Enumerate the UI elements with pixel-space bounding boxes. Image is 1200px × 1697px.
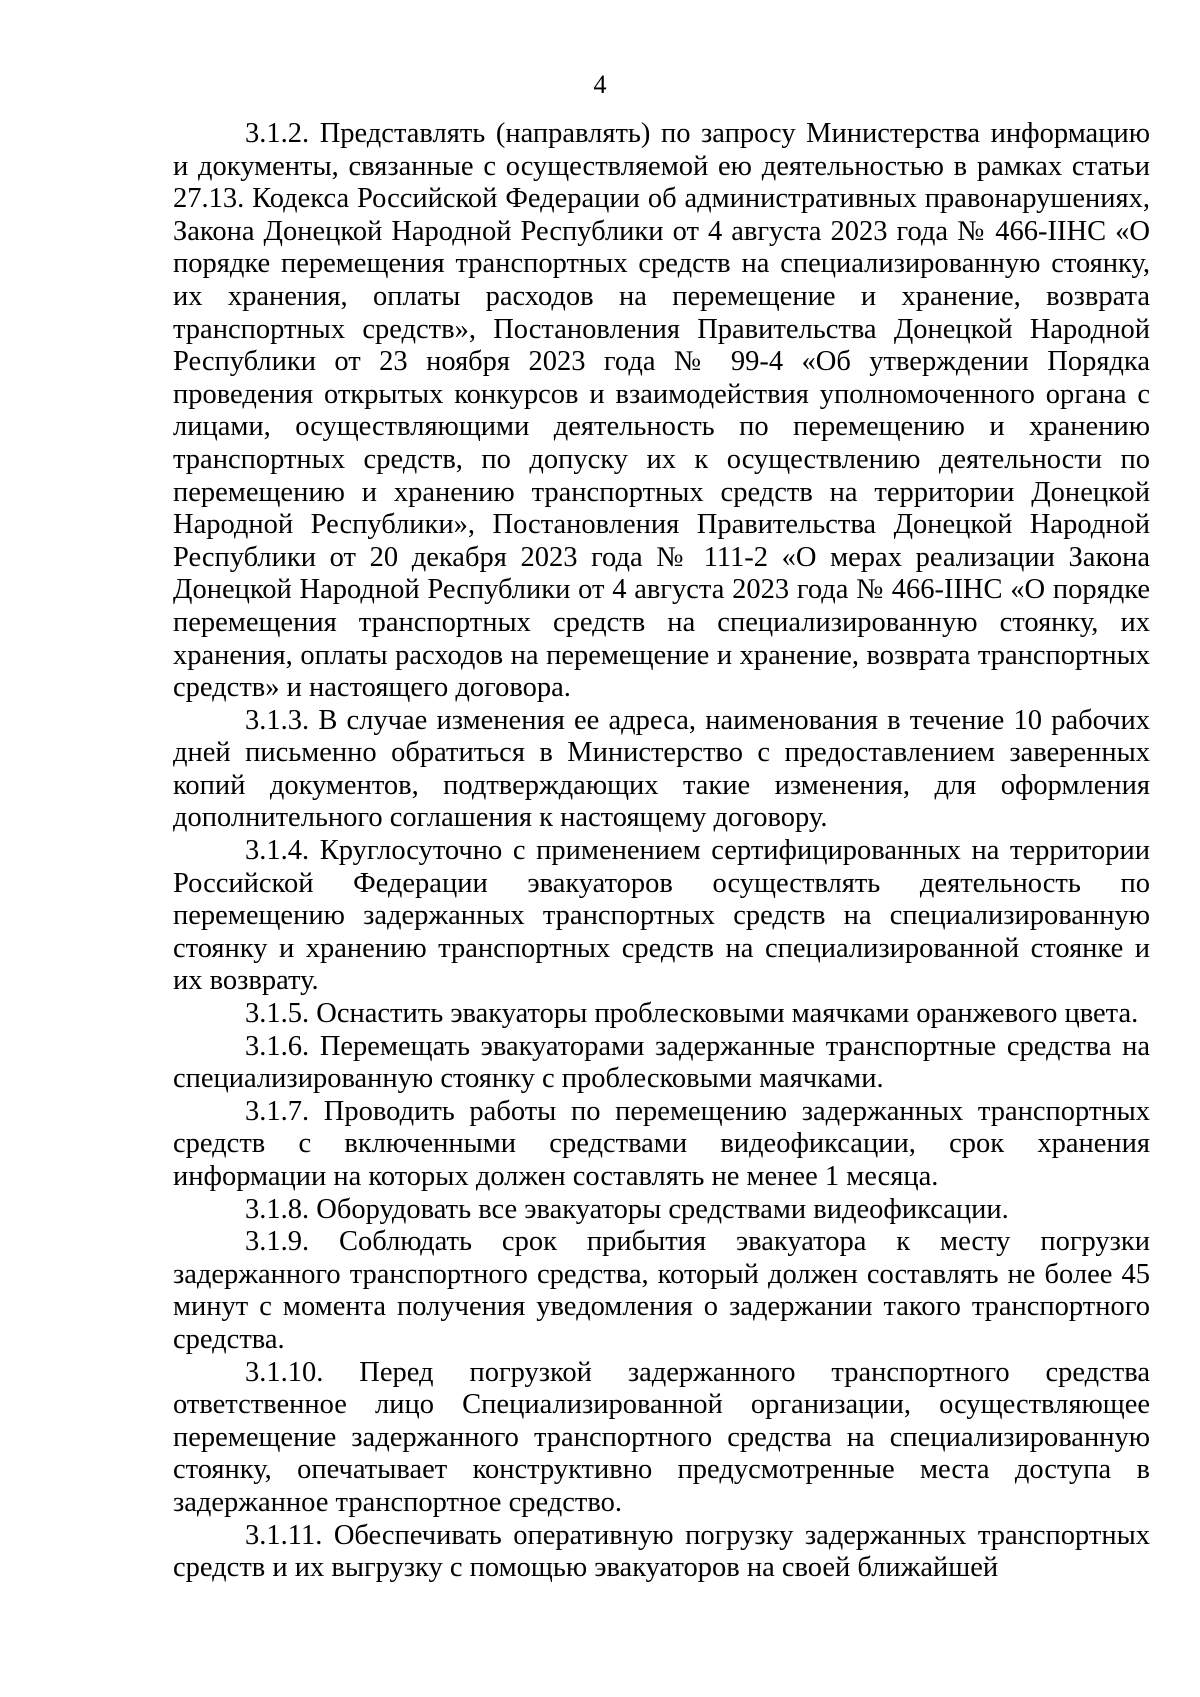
- paragraph-3-1-2: 3.1.2. Представлять (направлять) по запросу Министерства информацию и документы, связанные с осуществляемой ею деятельностью в рамках статьи 27.13. Кодекса Российской Федерации об административных правонарушениях, Закона Донецкой Народной Республики от 4 августа 2023 года № 466-IIНС «О порядке перемещения транспортных средств на специализированную стоянку, их хранения, оплаты расходов на перемещение и хранение, возврата транспортных средств», Постановления Правительства Донецкой Народной Республики от 23 ноября 2023 года № 99-4 «Об утверждении Порядка проведения открытых конкурсов и взаимодействия уполномоченного органа с лицами, осуществляющими деятельность по перемещению и хранению транспортных средств, по допуску их к осуществлению деятельности по перемещению и хранению транспортных средств на территории Донецкой Народной Республики», Постановления Правительства Донецкой Народной Республики от 20 декабря 2023 года № 111-2 «О мерах реализации Закона Донецкой Народной Республики от 4 августа 2023 года № 466-IIНС «О порядке перемещения транспортных средств на специализированную стоянку, их хранения, оплаты расходов на перемещение и хранение, возврата транспортных средств» и настоящего договора.: [173, 118, 1150, 704]
- document-body: [173, 118, 1150, 1585]
- paragraph-3-1-8: 3.1.8. Оборудовать все эвакуаторы средствами видеофиксации.: [245, 1193, 1009, 1225]
- paragraph-3-1-10: 3.1.10. Перед погрузкой задержанного транспортного средства ответственное лицо Специализированной организации, осуществляющее перемещение задержанного транспортного средства на специализированную стоянку, опечатывает конструктивно предусмотренные места доступа в задержанное транспортное средство.: [173, 1356, 1150, 1518]
- paragraph-3-1-4: 3.1.4. Круглосуточно с применением сертифицированных на территории Российской Федерации эвакуаторов осуществлять деятельность по перемещению задержанных транспортных средств на специализированную стоянку и хранению транспортных средств на специализированной стоянке и их возврату.: [173, 835, 1150, 997]
- paragraph-3-1-6: 3.1.6. Перемещать эвакуаторами задержанные транспортные средства на специализированную стоянку с проблесковыми маячками.: [173, 1030, 1150, 1095]
- paragraph-3-1-5: 3.1.5. Оснастить эвакуаторы проблесковыми маячками оранжевого цвета.: [245, 998, 1139, 1030]
- page-number: 4: [593, 70, 607, 99]
- paragraph-3-1-3: 3.1.3. В случае изменения ее адреса, наименования в течение 10 рабочих дней письменно обратиться в Министерство с предоставлением заверенных копий документов, подтверждающих такие изменения, для оформления дополнительного соглашения к настоящему договору.: [173, 704, 1150, 834]
- paragraph-3-1-7: 3.1.7. Проводить работы по перемещению задержанных транспортных средств с включенными средствами видеофиксации, срок хранения информации на которых должен составлять не менее 1 месяца.: [173, 1095, 1150, 1192]
- paragraph-3-1-9: 3.1.9. Соблюдать срок прибытия эвакуатора к месту погрузки задержанного транспортного средства, который должен составлять не более 45 минут с момента получения уведомления о задержании такого транспортного средства.: [173, 1226, 1150, 1355]
- paragraph-3-1-11: 3.1.11. Обеспечивать оперативную погрузку задержанных транспортных средств и их выгрузку с помощью эвакуаторов на своей ближайшей: [173, 1519, 1150, 1584]
